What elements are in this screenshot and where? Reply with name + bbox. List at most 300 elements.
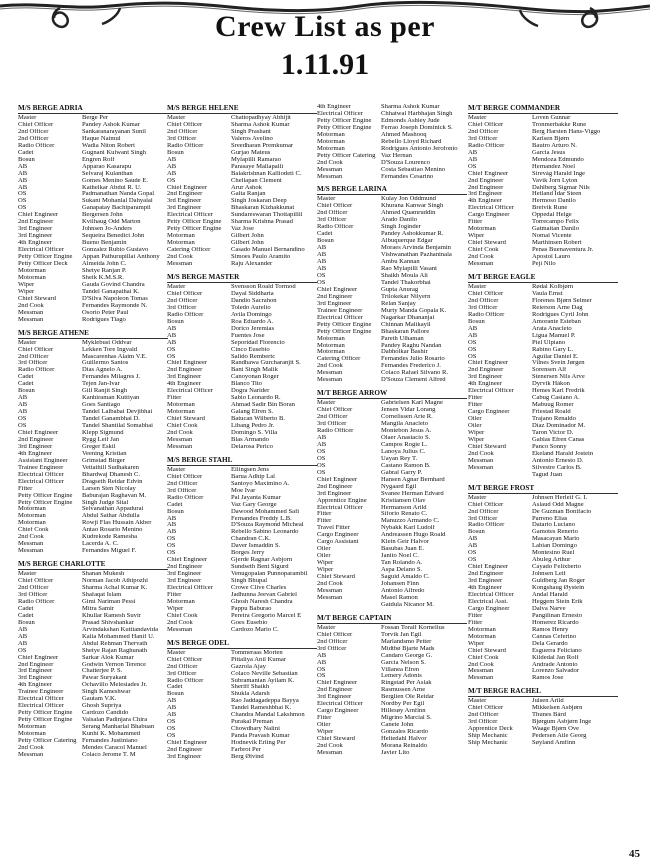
crew-row xyxy=(18,592,168,599)
crew-member-name: Toledo Aurelio xyxy=(231,304,271,311)
crew-member-name: Serang Manharlal Bhabuan xyxy=(82,724,155,731)
crew-row xyxy=(468,733,618,740)
crew-rank: Electrical Officer xyxy=(317,701,363,708)
crew-member-name: Shaikh Moula Ali xyxy=(381,272,428,279)
crew-row xyxy=(167,467,317,474)
crew-member-name: Ligua Manuel P. xyxy=(532,332,576,339)
crew-member-name: Vaz Hernan xyxy=(381,152,412,159)
crew-row xyxy=(468,529,618,536)
crew-rank: AB xyxy=(167,332,177,339)
crew-member-name: Dandio Sacrahon xyxy=(231,297,277,304)
crew-row xyxy=(317,224,467,231)
crew-row xyxy=(18,354,168,361)
crew-row xyxy=(167,388,317,395)
crew-rank: Chief Engineer xyxy=(317,680,358,687)
crew-row xyxy=(167,529,317,536)
crew-member-name: Mitra Samir xyxy=(82,605,115,612)
crew-member-name: Haque Naimul xyxy=(82,135,121,142)
crew-rank: Bosun xyxy=(468,529,485,536)
crew-row xyxy=(167,664,317,671)
crew-row xyxy=(317,581,467,588)
crew-row xyxy=(468,115,618,122)
crew-row xyxy=(317,560,467,567)
crew-row xyxy=(167,191,317,198)
crew-member-name: Moraes Arvinda Benjamin xyxy=(381,245,451,252)
crew-row xyxy=(468,536,618,543)
crew-member-name: Dayal Siddharta xyxy=(231,290,274,297)
crew-row xyxy=(468,740,618,747)
crew-row xyxy=(18,416,168,423)
crew-rank: AB xyxy=(167,163,177,170)
crew-member-name: Relan Sanjay xyxy=(381,300,416,307)
crew-rank: 2nd Officer xyxy=(468,508,499,515)
crew-rank: Petty Officer Engine xyxy=(18,499,73,506)
crew-member-name: Bani Singh Malik xyxy=(231,367,278,374)
crew-list-section xyxy=(317,389,467,609)
crew-rank: Motorman xyxy=(18,513,46,520)
crew-rank: 3rd Officer xyxy=(167,135,197,142)
crew-row xyxy=(18,409,168,416)
crew-rank: Cargo Engineer xyxy=(468,212,510,219)
crew-row xyxy=(18,662,168,669)
crew-row xyxy=(468,564,618,571)
crew-rank: Messman xyxy=(317,587,343,594)
crew-member-name: Fernandes Julio Rosario xyxy=(381,356,445,363)
crew-row xyxy=(18,745,168,752)
crew-row xyxy=(468,675,618,682)
crew-rank: Electrical Officer xyxy=(18,703,64,710)
crew-row xyxy=(468,157,618,164)
crew-rank: Radio Officer xyxy=(468,142,505,149)
crew-member-name: Dalva Narve xyxy=(532,605,566,612)
crew-rank: 3rd Engineer xyxy=(18,668,53,675)
crew-member-name: Hetland Idar Steen xyxy=(532,191,582,198)
crew-rank: Chief Officer xyxy=(468,501,504,508)
crew-rank: Fitter xyxy=(167,592,182,598)
crew-row xyxy=(18,122,168,129)
crew-row xyxy=(468,634,618,641)
crew-row xyxy=(317,322,467,329)
crew-member-name: Gugnani Kulwant Singh xyxy=(82,149,147,156)
crew-rank: 3rd Engineer xyxy=(468,191,503,198)
crew-rank: Chief Officer xyxy=(167,290,203,297)
crew-row xyxy=(18,437,168,444)
crew-member-name: Osorio Peter Paul xyxy=(82,309,129,316)
crew-rank: 3rd Engineer xyxy=(317,300,352,307)
crew-rank: Master xyxy=(468,698,487,705)
crew-rank: 3rd Officer xyxy=(468,304,498,311)
crew-rank: Petty Officer Engine xyxy=(317,328,372,335)
crew-rank: 3rd Engineer xyxy=(167,571,202,578)
crew-member-name: Rebello Lloyd Richard xyxy=(381,138,442,145)
crew-row xyxy=(468,240,618,247)
crew-rank: AB xyxy=(18,170,28,177)
crew-rank: 3rd Engineer xyxy=(167,198,202,205)
crew-member-name: Hermanson Arild xyxy=(381,504,427,511)
crew-rank: 3rd Officer xyxy=(317,645,347,652)
crew-rank: Motorman xyxy=(468,633,496,640)
crew-rank: OS xyxy=(317,469,326,476)
crew-member-name: Batucan Wilberto B. xyxy=(231,416,285,423)
crew-member-name: Canoyonan Roger xyxy=(231,374,279,381)
crew-row xyxy=(167,495,317,502)
crew-rank: OS xyxy=(468,353,477,360)
crew-rank: OS xyxy=(18,198,27,205)
crew-row xyxy=(167,402,317,409)
crew-member-name: Stenersen Nils Arve xyxy=(532,374,585,381)
crew-row xyxy=(317,104,467,111)
crew-row xyxy=(167,178,317,185)
crew-rank: 2nd Officer xyxy=(468,297,499,304)
crew-list-section xyxy=(317,185,467,384)
crew-rank: 3rd Officer xyxy=(18,592,48,598)
crew-list-section xyxy=(167,456,317,634)
crew-member-name: Cardozo Mario C. xyxy=(231,626,279,633)
crew-rank: 3rd Engineer xyxy=(167,578,202,585)
crew-rank: Fitter xyxy=(468,619,483,626)
crew-member-name: Apparao Kasarapu xyxy=(82,163,132,170)
crew-member-name: Hillesøy Arnfinn xyxy=(381,708,426,715)
crew-rank: OS xyxy=(18,423,27,430)
crew-row xyxy=(468,430,618,437)
crew-row xyxy=(167,164,317,171)
crew-row xyxy=(167,395,317,402)
crew-row xyxy=(167,409,317,416)
crew-member-name: Baburajan Raghavan M. xyxy=(82,492,147,499)
crew-row xyxy=(468,465,618,472)
crew-member-name: Lemery Adonis xyxy=(381,673,422,680)
crew-column-4 xyxy=(468,104,618,752)
crew-row xyxy=(468,319,618,326)
crew-row xyxy=(317,463,467,470)
crew-member-name: Gonzalez Rubio Gustavo xyxy=(82,247,149,254)
crew-rank: OS xyxy=(167,543,176,550)
ship-name-heading: M/S BERGE ODEL xyxy=(167,639,317,649)
crew-row xyxy=(317,308,467,315)
crew-member-name: Goes Eusebio xyxy=(231,619,268,626)
crew-member-name: Basubas Juan E. xyxy=(381,546,425,553)
crew-row xyxy=(18,178,168,185)
crew-rank: AB xyxy=(167,705,177,712)
crew-rank: Catering Officer xyxy=(317,356,361,363)
crew-row xyxy=(317,653,467,660)
crew-row xyxy=(18,634,168,641)
crew-row xyxy=(468,198,618,205)
crew-member-name: Trajano Renaldo xyxy=(532,416,576,423)
crew-member-name: Vaz Gary George xyxy=(231,501,277,508)
crew-member-name: Johnsen Herleif G. I. xyxy=(532,494,588,501)
crew-member-name: Kudrekode Ramesha xyxy=(82,534,138,541)
crew-member-name: Vishwanathan Pazhaninala xyxy=(381,252,452,259)
crew-member-name: Siforio Renato C. xyxy=(381,511,428,518)
crew-row xyxy=(18,724,168,731)
crew-rank: 3rd Engineer xyxy=(18,233,53,240)
crew-rank: Radio Officer xyxy=(167,494,204,501)
crew-rank: Master xyxy=(167,283,186,290)
crew-member-name: Hemes Karl Fredrik xyxy=(532,388,585,395)
crew-member-name: Cardozo Candido xyxy=(82,710,129,717)
crew-member-name: Tagud Juan xyxy=(532,471,563,478)
crew-row xyxy=(317,680,467,687)
crew-row xyxy=(18,191,168,198)
ship-name-heading: M/S BERGE ATHENE xyxy=(18,329,168,339)
page-title-line2: 1.11.91 xyxy=(280,48,370,81)
crew-member-name: Breivik Rune xyxy=(532,205,568,212)
crew-row xyxy=(167,564,317,571)
crew-member-name: Pittaliya Anil Kumar xyxy=(231,656,286,663)
crew-member-name: Abuleg Arthur xyxy=(532,557,571,564)
crew-rank: Messman xyxy=(18,541,44,548)
crew-member-name: Hansen Agnar Bernhard xyxy=(381,476,445,483)
crew-row xyxy=(468,261,618,268)
crew-rank: Cadet xyxy=(167,684,183,691)
crew-rank: Radio Officer xyxy=(167,677,204,684)
crew-member-name: Valeros Avelino xyxy=(231,135,273,142)
crew-row xyxy=(317,160,467,167)
crew-row xyxy=(317,294,467,301)
page-title-line1: Crew List as per xyxy=(215,10,435,43)
crew-row xyxy=(317,632,467,639)
crew-rank: 2nd Officer xyxy=(317,414,348,421)
crew-member-name: Sorensen Alf xyxy=(532,367,567,374)
crew-row xyxy=(18,513,168,520)
crew-row xyxy=(468,712,618,719)
crew-rank: Wiper xyxy=(317,729,334,736)
crew-row xyxy=(317,518,467,525)
crew-member-name: Goes Santiago xyxy=(82,402,121,409)
crew-rank: Chief Steward xyxy=(468,647,506,654)
crew-member-name: Colaco Rafael Silvano R. xyxy=(381,370,449,377)
crew-row xyxy=(18,520,168,527)
crew-rank: 2nd Cook xyxy=(18,302,44,309)
crew-member-name: Borges Jerry xyxy=(231,550,265,557)
crew-member-name: Trilokekar Nilyern xyxy=(381,293,431,300)
crew-row xyxy=(468,298,618,305)
crew-rank: Radio Officer xyxy=(317,428,354,435)
crew-rank: Cargo Assistant xyxy=(317,539,359,546)
crew-row xyxy=(468,550,618,557)
crew-row xyxy=(468,451,618,458)
crew-rank: Chief Officer xyxy=(468,290,504,297)
crew-rank: Chief Steward xyxy=(18,295,56,302)
crew-row xyxy=(167,157,317,164)
crew-row xyxy=(468,522,618,529)
crew-rank: 2nd Officer xyxy=(317,210,348,217)
crew-rank: Bosun xyxy=(167,691,184,698)
crew-member-name: Shukla Adarsh xyxy=(231,691,270,698)
crew-rank: Wiper xyxy=(468,436,485,443)
crew-member-name: Reierson Arne Dag xyxy=(532,304,583,311)
crew-row xyxy=(468,578,618,585)
crew-rank: 2nd Engineer xyxy=(468,177,504,184)
crew-rank: AB xyxy=(167,339,177,346)
crew-rank: Radio Officer xyxy=(317,224,354,231)
crew-member-name: Cayado Felixberto xyxy=(532,564,581,571)
crew-rank: 2nd Cook xyxy=(18,534,44,541)
crew-member-name: Kongshaug Øystein xyxy=(532,585,585,592)
crew-member-name: Rodrigues Antonio Jerofonio xyxy=(381,145,458,152)
crew-row xyxy=(18,157,168,164)
crew-rank: Motorman xyxy=(167,233,195,240)
crew-rank: Wiper xyxy=(18,288,35,295)
crew-rank: Chief Engineer xyxy=(317,286,358,293)
crew-row xyxy=(468,705,618,712)
crew-member-name: Diaz Dominador M. xyxy=(532,423,586,430)
crew-member-name: Jadhunna Jeevan Gabriel xyxy=(231,592,297,598)
crew-row xyxy=(468,698,618,705)
crew-rank: 2nd Officer xyxy=(317,638,348,645)
crew-rank: Petty Officer Engine xyxy=(18,710,73,717)
crew-rank: OS xyxy=(167,536,176,543)
crew-member-name: Moe Ivar xyxy=(231,487,256,494)
crew-row xyxy=(468,613,618,620)
crew-member-name: Mikkelsen Asbjørn xyxy=(532,705,583,712)
crew-row xyxy=(317,363,467,370)
crew-rank: 3rd Engineer xyxy=(18,443,53,450)
crew-rank: 2nd Engineer xyxy=(317,687,353,694)
crew-member-name: Gazrola Ajay xyxy=(231,663,266,670)
crew-rank: Electrical Officer xyxy=(317,504,363,511)
crew-member-name: Gilbert John xyxy=(231,233,264,240)
crew-row xyxy=(167,578,317,585)
crew-row xyxy=(18,738,168,745)
crew-row xyxy=(468,340,618,347)
crew-member-name: Delarosa Perico xyxy=(231,443,273,450)
crew-member-name: Rasmussen Arne xyxy=(381,687,426,694)
crew-member-name: Peji Nilo xyxy=(532,261,556,268)
crew-rank: Messman xyxy=(468,668,494,675)
crew-member-name: Tandel Lalbabai Devjibhai xyxy=(82,409,153,416)
crew-row xyxy=(317,118,467,125)
crew-member-name: Thunes Bård xyxy=(532,712,566,719)
crew-row xyxy=(167,122,317,129)
crew-rank: AB xyxy=(167,156,177,163)
crew-row xyxy=(167,650,317,657)
crew-row xyxy=(317,539,467,546)
crew-row xyxy=(468,191,618,198)
crew-member-name: Javier Lito xyxy=(381,749,410,756)
crew-member-name: Singh Joskaran Deep xyxy=(231,198,287,205)
crew-rank: Wiper xyxy=(468,233,485,240)
crew-rank: Chief Engineer xyxy=(167,740,208,747)
crew-row xyxy=(18,668,168,675)
crew-member-name: Berg Harsten Hans-Viggo xyxy=(532,128,601,135)
crew-rank: Motorman xyxy=(317,349,345,356)
crew-row xyxy=(317,377,467,384)
crew-member-name: Chhatwal Harbhajan Singh xyxy=(381,110,453,117)
crew-member-name: Gjerde Ragnar Asbjorn xyxy=(231,557,293,564)
crew-row xyxy=(317,442,467,449)
crew-member-name: Gabrielsen Karl Magne xyxy=(381,400,443,407)
crew-member-name: Lanoya Julius C. xyxy=(381,448,426,455)
crew-row xyxy=(167,627,317,634)
ship-name-heading: M/T BERGE COMMANDER xyxy=(468,104,618,114)
crew-member-name: Aguilar Daniel E. xyxy=(532,353,579,360)
crew-row xyxy=(167,488,317,495)
crew-rank: Messman xyxy=(468,457,494,464)
crew-row xyxy=(317,280,467,287)
crew-row xyxy=(167,136,317,143)
crew-rank: OS xyxy=(317,462,326,469)
crew-member-name: Mangila Anacleto xyxy=(381,421,429,428)
crew-rank: Oiler xyxy=(317,546,331,553)
crew-member-name: Olaer Anastacio S. xyxy=(381,434,431,441)
crew-rank: AB xyxy=(468,536,478,543)
crew-member-name: Julsen Arild xyxy=(532,698,564,705)
crew-rank: Messman xyxy=(317,377,343,384)
crew-row xyxy=(468,226,618,233)
crew-member-name: Fernandes Freddy L.B. xyxy=(231,515,292,522)
crew-rank: Motorman xyxy=(317,335,345,342)
crew-column-1 xyxy=(18,104,168,764)
crew-row xyxy=(167,205,317,212)
crew-rank: Messman xyxy=(167,436,193,443)
crew-member-name: Khullar Ramesh Suvir xyxy=(82,612,141,619)
crew-rank: 4th Engineer xyxy=(167,381,201,388)
crew-member-name: Blanco Tito xyxy=(231,381,262,388)
crew-rank: Apprentice Deck xyxy=(468,726,513,733)
crew-rank: Chief Steward xyxy=(167,416,205,423)
crew-rank: AB xyxy=(167,515,177,522)
crew-rank: 2nd Engineer xyxy=(167,191,203,198)
crew-row xyxy=(167,185,317,192)
crew-rank: Motorman xyxy=(18,520,46,527)
crew-member-name: Tandel Thakorbhai xyxy=(381,279,431,286)
crew-member-name: Chellapan Clement xyxy=(231,177,282,184)
crew-rank: OS xyxy=(18,416,27,423)
crew-row xyxy=(317,428,467,435)
crew-member-name: Hernandez Noel xyxy=(532,163,576,170)
crew-row xyxy=(18,347,168,354)
crew-member-name: Sankaranarayanan Sunil xyxy=(82,128,146,135)
crew-row xyxy=(18,655,168,662)
crew-rank: Petty Officer Engine xyxy=(167,226,222,233)
crew-rank: Radio Officer xyxy=(18,367,55,374)
crew-rank: Electrical Officer xyxy=(167,388,213,395)
crew-member-name: Johnsen Jo-Anders xyxy=(82,226,132,233)
crew-rank: Chief Engineer xyxy=(468,170,509,177)
crew-rank: Motorman xyxy=(317,138,345,145)
crew-member-name: Nordby Per Egil xyxy=(381,701,425,708)
crew-rank: 3rd Engineer xyxy=(468,374,503,381)
crew-row xyxy=(317,273,467,280)
crew-rank: Master xyxy=(18,115,37,121)
crew-row xyxy=(468,606,618,613)
crew-rank: Messman xyxy=(317,749,343,756)
crew-rank: Messman xyxy=(317,166,343,173)
crew-rank: 2nd Officer xyxy=(167,128,198,135)
crew-row xyxy=(468,247,618,254)
page-number: 45 xyxy=(629,848,640,860)
crew-row xyxy=(18,641,168,648)
crew-list-section xyxy=(468,104,618,268)
crew-rank: Chief Engineer xyxy=(317,476,358,483)
crew-row xyxy=(18,226,168,233)
crew-row xyxy=(18,395,168,402)
crew-member-name: Sheik K.M.S.R. xyxy=(82,274,124,281)
crew-row xyxy=(18,296,168,303)
crew-rank: Bosun xyxy=(18,156,35,163)
crew-row xyxy=(167,312,317,319)
crew-row xyxy=(317,153,467,160)
crew-rank: Fitter xyxy=(468,395,483,402)
crew-row xyxy=(317,750,467,757)
crew-rank: 3rd Officer xyxy=(468,719,498,726)
crew-row xyxy=(317,553,467,560)
crew-rank: Chief Steward xyxy=(317,736,355,743)
ship-name-heading: M/S BERGE CHARLOTTE xyxy=(18,560,168,570)
crew-member-name: Fernandes Raymonde N. xyxy=(82,302,148,309)
